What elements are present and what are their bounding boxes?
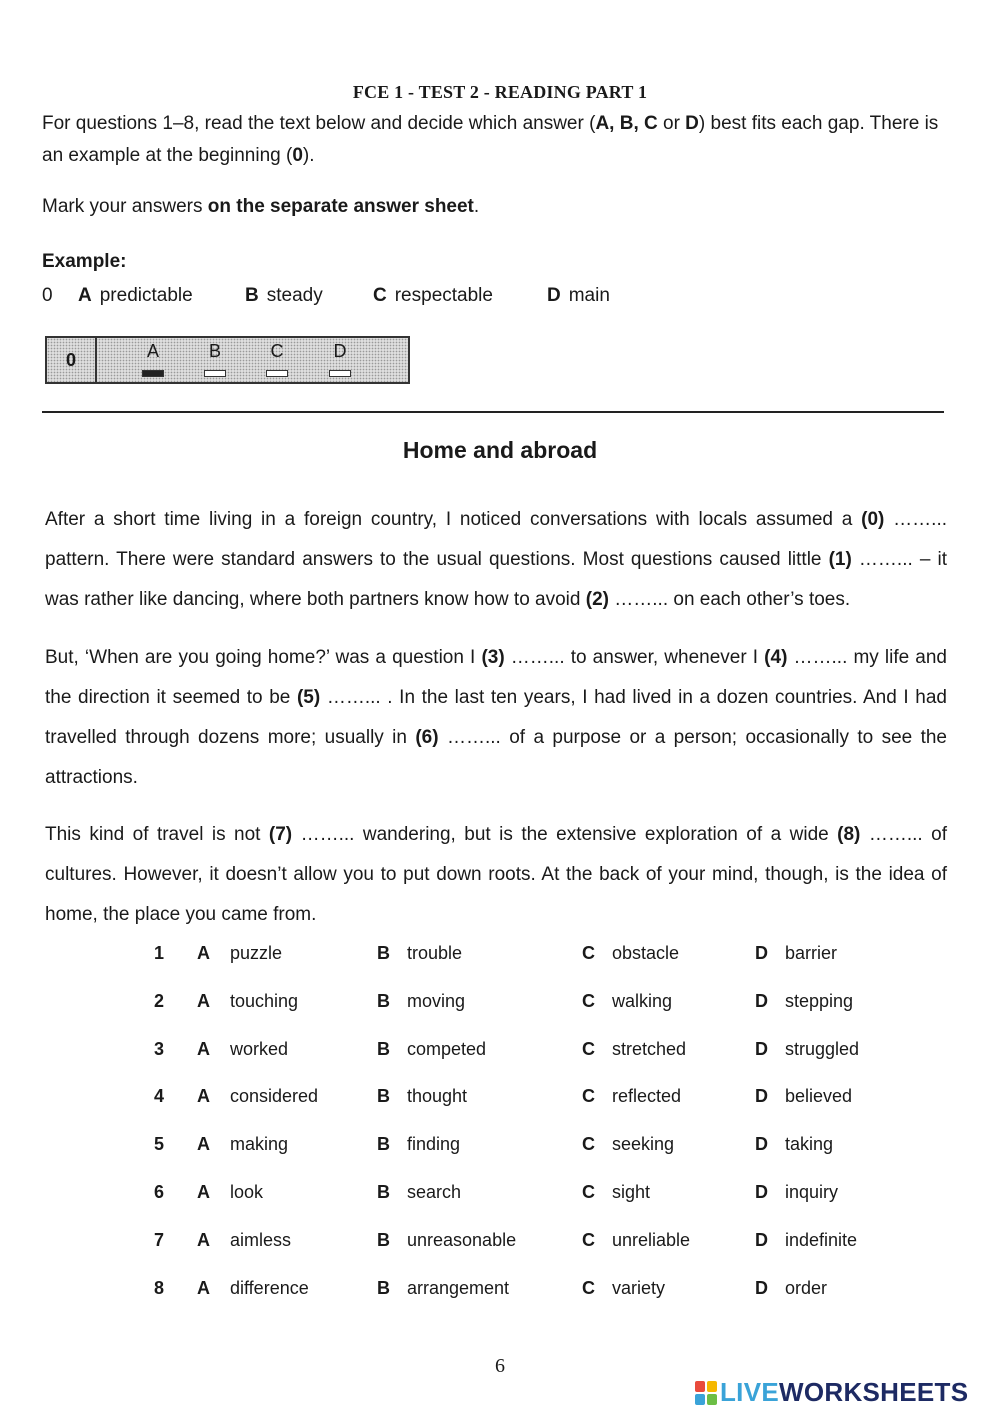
option-letter-c: C: [582, 1229, 595, 1250]
option-letter-b: B: [377, 1277, 390, 1298]
option-c[interactable]: obstacle: [612, 943, 680, 963]
answer-grid-letter-c: C: [270, 341, 284, 361]
option-b[interactable]: trouble: [407, 943, 463, 963]
option-c[interactable]: walking: [612, 990, 673, 1011]
option-c[interactable]: sight: [612, 1181, 651, 1202]
answer-grid-number: 0: [47, 338, 97, 382]
gap-number: (4): [764, 647, 788, 668]
option-c[interactable]: reflected: [612, 1086, 682, 1107]
option-letter-d: D: [755, 990, 768, 1011]
brand-logo-icon: [695, 1381, 717, 1405]
brand-worksheets: WORKSHEETS: [779, 1377, 969, 1407]
option-b[interactable]: competed: [407, 1038, 487, 1059]
option-d[interactable]: inquiry: [785, 1181, 839, 1202]
option-letter-c: C: [582, 1277, 595, 1298]
passage-text: But, ‘When are you going home?’ was a question I: [45, 647, 482, 668]
option-letter-c: C: [582, 990, 595, 1011]
question-row: [150, 1269, 950, 1317]
option-a[interactable]: look: [230, 1181, 264, 1202]
question-number: 6: [154, 1181, 165, 1202]
example-label: Example:: [42, 251, 127, 272]
question-number: 7: [154, 1229, 165, 1250]
answer-box-b[interactable]: [204, 370, 226, 377]
instructions-text: .: [473, 196, 480, 217]
page-title: FCE 1 - TEST 2 - READING PART 1: [352, 82, 648, 102]
option-letter-c: C: [582, 943, 595, 963]
gap-number: (5): [296, 687, 321, 708]
option-letter-c: C: [582, 1134, 595, 1155]
option-letter-d: D: [755, 1229, 768, 1250]
option-letter-d: D: [755, 1038, 768, 1059]
example-option-c: C respectable: [373, 285, 493, 306]
option-c[interactable]: seeking: [612, 1134, 675, 1155]
text-title: Home and abroad: [402, 437, 598, 463]
option-letter-b: B: [377, 1181, 390, 1202]
question-row: [150, 1221, 950, 1269]
option-letter-d: D: [755, 1181, 768, 1202]
answer-grid-letter-a: A: [146, 341, 159, 361]
option-d[interactable]: indefinite: [785, 1229, 858, 1250]
option-letter-c: C: [582, 1038, 595, 1059]
passage-paragraph-3: [45, 815, 947, 935]
option-d[interactable]: barrier: [785, 943, 838, 963]
option-letter-d: D: [755, 1277, 768, 1298]
example-option-b: B steady: [245, 285, 323, 306]
option-letter-a: A: [197, 1229, 210, 1250]
passage-text: ……... of cultures. However, it doesn’t allow you to put down roots. At the back of your mind, though, is the idea of home, the place you came from.: [45, 824, 947, 925]
question-number: 4: [154, 1086, 165, 1107]
instructions-text: ) best fits each gap. There is an example at the beginning (: [42, 113, 939, 166]
logo-square: [707, 1381, 717, 1392]
option-a[interactable]: considered: [230, 1086, 319, 1107]
logo-square: [695, 1381, 705, 1392]
example-option-d: D main: [547, 285, 610, 306]
option-b[interactable]: moving: [407, 990, 466, 1011]
option-c[interactable]: unreliable: [612, 1229, 691, 1250]
question-number: 2: [154, 990, 165, 1011]
option-letter-c: C: [582, 1181, 595, 1202]
option-letter-b: B: [377, 1038, 390, 1059]
option-d[interactable]: order: [785, 1277, 828, 1298]
option-b[interactable]: arrangement: [407, 1277, 510, 1298]
gap-number: (7): [268, 824, 293, 845]
liveworksheets-logo: [695, 1377, 968, 1408]
question-number: 8: [154, 1277, 165, 1298]
option-d[interactable]: stepping: [785, 990, 854, 1011]
instructions-bold: A, B, C: [595, 113, 658, 134]
passage-text: ……... on each other’s toes.: [608, 589, 851, 610]
answer-grid-letter-b: B: [208, 341, 221, 361]
page-number: 6: [495, 1355, 505, 1377]
option-letter-a: A: [197, 990, 210, 1011]
option-b[interactable]: thought: [407, 1086, 468, 1107]
option-letter-b: B: [377, 1086, 390, 1107]
logo-square: [707, 1394, 717, 1405]
question-number: 3: [154, 1038, 165, 1059]
passage-text: ……... pattern. There were standard answers to the usual questions. Most questions caused little: [45, 509, 947, 570]
option-letter-a: A: [197, 943, 210, 963]
option-a[interactable]: puzzle: [230, 943, 283, 963]
option-letter-a: A: [197, 1181, 210, 1202]
option-c[interactable]: stretched: [612, 1038, 687, 1059]
question-row: [150, 1077, 950, 1125]
gap-number: (6): [415, 727, 439, 748]
passage-text: ……... – it was rather like dancing, where both partners know how to avoid: [45, 549, 947, 610]
passage-text: ……... of a purpose or a person; occasionally to see the attractions.: [45, 727, 947, 788]
gap-number: (8): [837, 824, 861, 845]
option-a[interactable]: difference: [230, 1277, 309, 1298]
option-d[interactable]: struggled: [785, 1038, 860, 1059]
question-row: [150, 982, 950, 1030]
option-a[interactable]: touching: [230, 990, 299, 1011]
passage-text: This kind of travel is not: [45, 824, 269, 845]
gap-number: (2): [585, 589, 609, 610]
option-letter-a: A: [197, 1086, 210, 1107]
instructions-bold: 0: [292, 145, 303, 166]
instructions-text: ).: [302, 145, 315, 166]
option-letter-d: D: [755, 1086, 768, 1107]
option-letter-b: B: [377, 990, 390, 1011]
passage-text: ……... . In the last ten years, I had lived in a dozen countries. And I had travelled through dozens more; usually in: [45, 687, 947, 748]
instructions-text: For questions 1–8, read the text below and decide which answer (: [42, 113, 596, 134]
option-letter-d: D: [755, 943, 768, 963]
answer-choices-table: [150, 934, 950, 1316]
brand-live: LIVE: [720, 1377, 779, 1407]
answer-grid-letter-d: D: [333, 341, 347, 361]
option-letter-b: B: [377, 943, 390, 963]
question-row: [150, 1125, 950, 1173]
question-number: 5: [154, 1134, 165, 1155]
answer-sheet-instruction: [42, 191, 952, 223]
gap-number: (1): [828, 549, 852, 570]
option-b[interactable]: search: [407, 1181, 462, 1202]
option-b[interactable]: unreasonable: [407, 1229, 517, 1250]
instructions-bold: D: [685, 113, 699, 134]
question-row: [150, 934, 950, 982]
passage-text: ……... my life and the direction it seemed to be: [45, 647, 948, 708]
instructions: [42, 108, 952, 172]
example-number: 0: [42, 285, 53, 306]
question-row: [150, 1173, 950, 1221]
gap-number: (0): [861, 509, 885, 530]
option-letter-a: A: [197, 1038, 210, 1059]
option-letter-d: D: [755, 1134, 768, 1155]
answer-box-a[interactable]: [142, 370, 164, 377]
instructions-text: or: [657, 113, 686, 134]
logo-square: [695, 1394, 705, 1405]
option-c[interactable]: variety: [612, 1277, 666, 1298]
instructions-text: Mark your answers: [42, 196, 208, 217]
option-d[interactable]: taking: [785, 1134, 834, 1155]
option-letter-b: B: [377, 1229, 390, 1250]
instructions-bold: on the separate answer sheet: [207, 196, 474, 217]
option-letter-b: B: [377, 1134, 390, 1155]
option-b[interactable]: finding: [407, 1134, 461, 1155]
passage-paragraph-2: [45, 638, 947, 798]
passage-text: ……... wandering, but is the extensive exploration of a wide: [292, 824, 838, 845]
option-letter-c: C: [582, 1086, 595, 1107]
option-a[interactable]: worked: [230, 1038, 289, 1059]
passage-text: After a short time living in a foreign country, I noticed conversations with locals assumed a: [45, 509, 862, 530]
option-letter-a: A: [197, 1277, 210, 1298]
gap-number: (3): [481, 647, 505, 668]
option-letter-a: A: [197, 1134, 210, 1155]
question-row: [150, 1030, 950, 1078]
divider: [42, 411, 944, 413]
answer-box-d[interactable]: [329, 370, 351, 377]
passage-text: ……... to answer, whenever I: [504, 647, 765, 668]
example-option-a: A predictable: [78, 285, 193, 306]
option-d[interactable]: believed: [785, 1086, 853, 1107]
answer-grid-example: [45, 336, 410, 384]
question-number: 1: [154, 943, 165, 963]
option-a[interactable]: making: [230, 1134, 289, 1155]
passage-paragraph-1: [45, 500, 947, 620]
option-a[interactable]: aimless: [230, 1229, 292, 1250]
answer-box-c[interactable]: [266, 370, 288, 377]
